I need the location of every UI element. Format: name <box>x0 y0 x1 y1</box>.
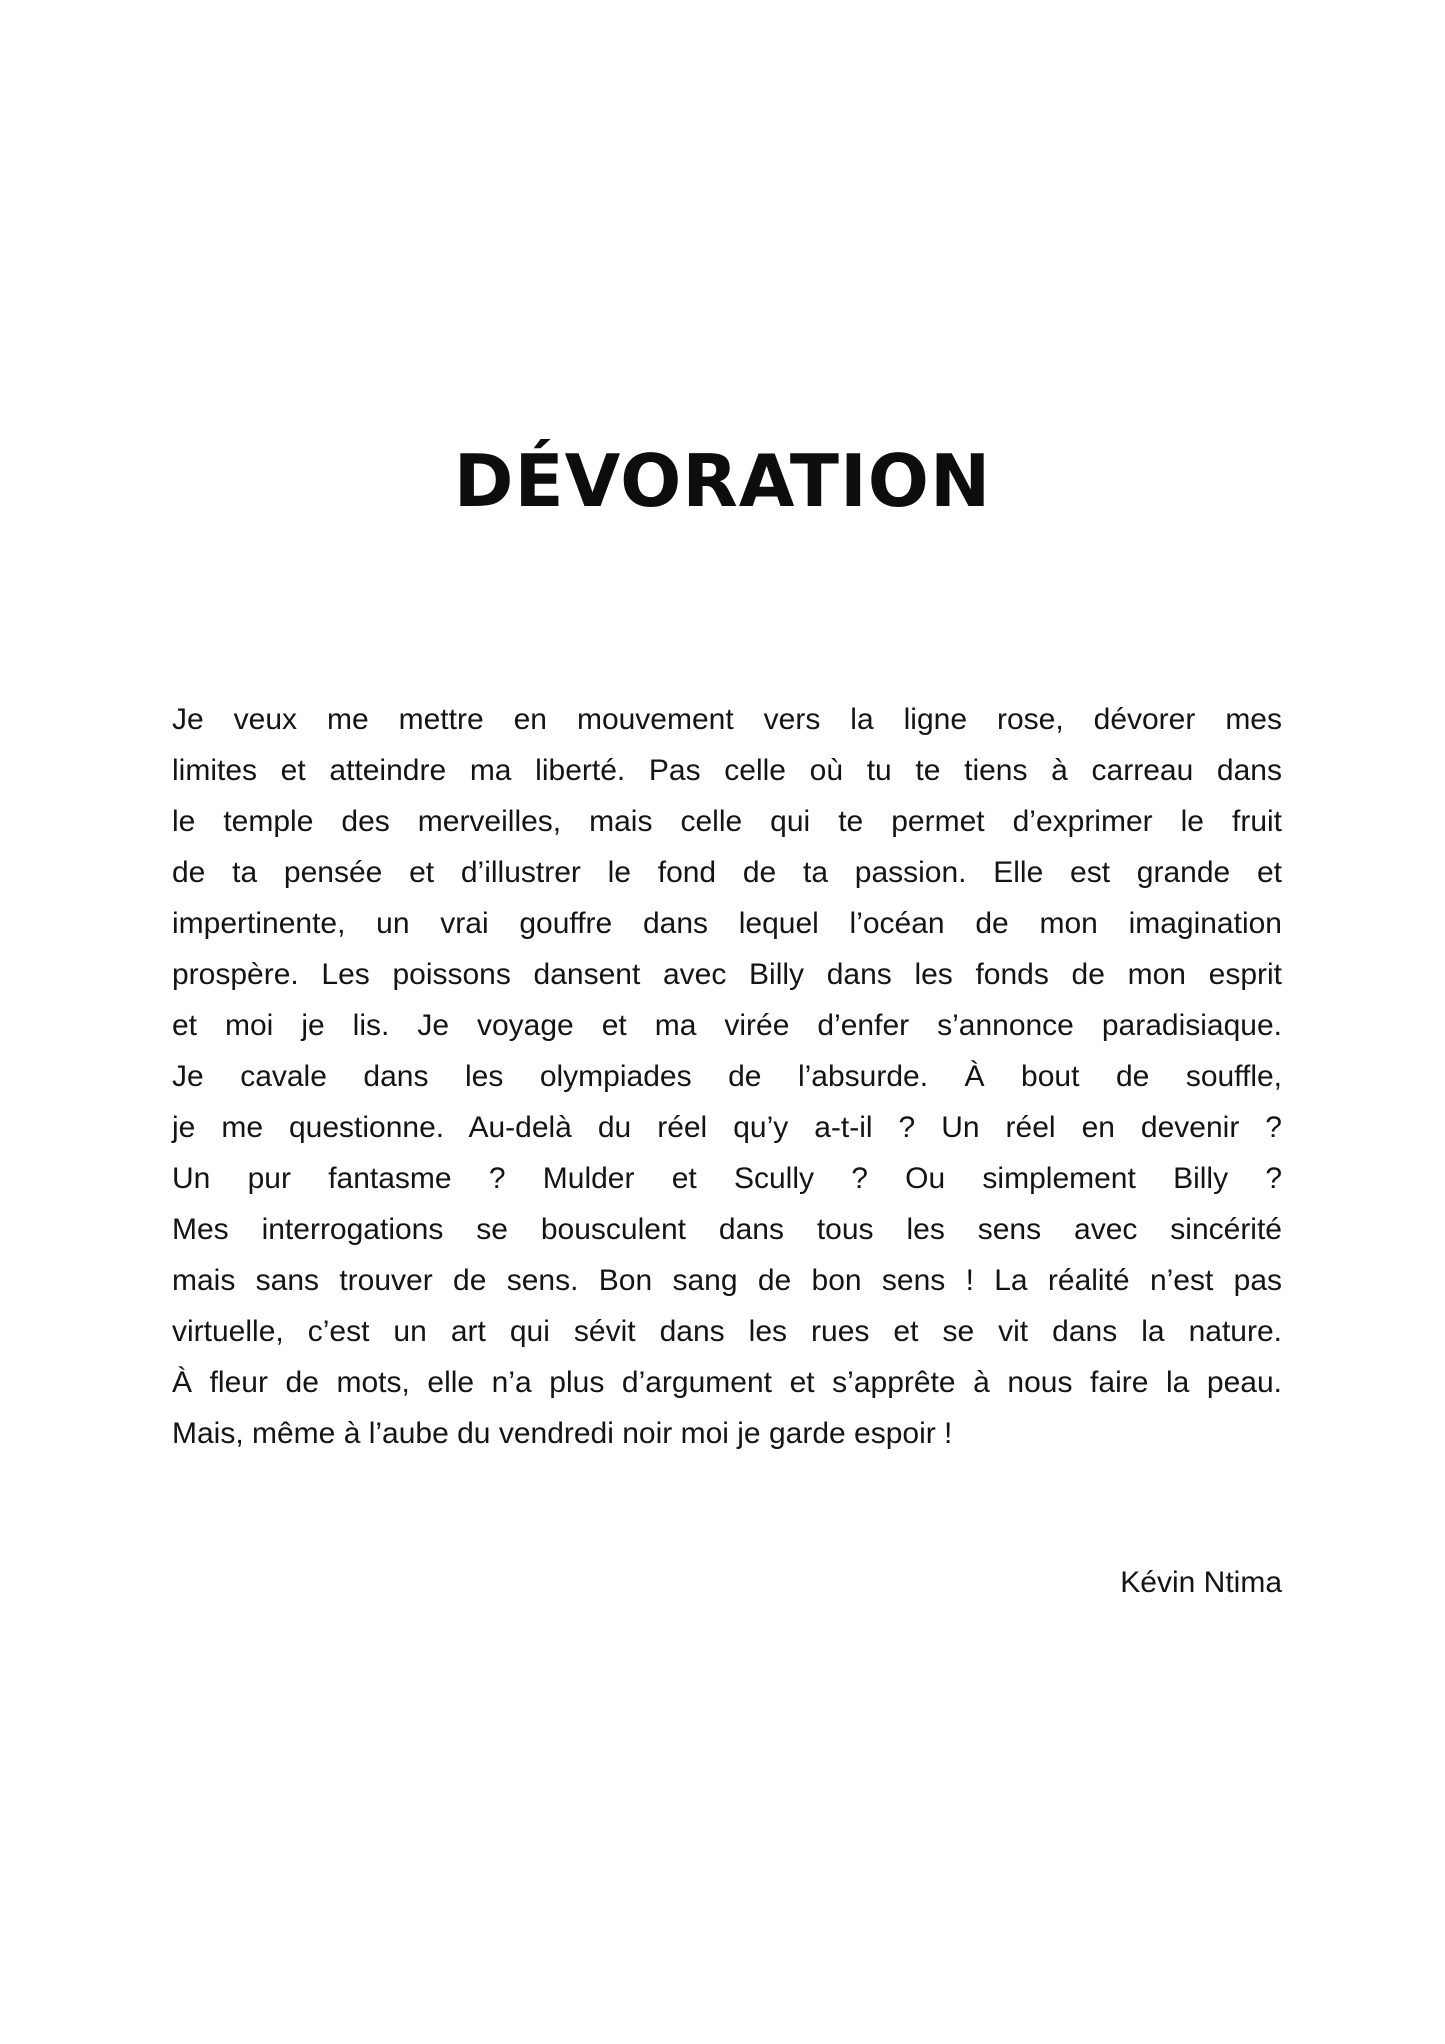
author-signature: Kévin Ntima <box>1120 1566 1282 1599</box>
page-title: DÉVORATION <box>453 439 992 523</box>
body-line: limites et atteindre ma liberté. Pas celle où tu te tiens à carreau dans <box>172 754 1282 787</box>
body-line: mais sans trouver de sens. Bon sang de bon sens ! La réalité n’est pas <box>172 1264 1282 1297</box>
body-paragraph <box>172 694 1282 1459</box>
body-line: de ta pensée et d’illustrer le fond de ta passion. Elle est grande et <box>172 856 1282 889</box>
body-line: virtuelle, c’est un art qui sévit dans les rues et se vit dans la nature. <box>172 1315 1282 1348</box>
body-line: je me questionne. Au-delà du réel qu’y a-t-il ? Un réel en devenir ? <box>172 1111 1282 1144</box>
body-line: Je cavale dans les olympiades de l’absurde. À bout de souffle, <box>172 1060 1282 1093</box>
body-line: Mais, même à l’aube du vendredi noir moi je garde espoir ! <box>172 1417 953 1450</box>
body-line: impertinente, un vrai gouffre dans lequel l’océan de mon imagination <box>172 907 1282 940</box>
body-line: prospère. Les poissons dansent avec Billy dans les fonds de mon esprit <box>172 958 1282 991</box>
body-line: Je veux me mettre en mouvement vers la ligne rose, dévorer mes <box>172 703 1282 736</box>
body-line: et moi je lis. Je voyage et ma virée d’enfer s’annonce paradisiaque. <box>172 1009 1282 1042</box>
body-line: Mes interrogations se bousculent dans tous les sens avec sincérité <box>172 1213 1282 1246</box>
body-line: le temple des merveilles, mais celle qui te permet d’exprimer le fruit <box>172 805 1282 838</box>
body-line: À fleur de mots, elle n’a plus d’argument et s’apprête à nous faire la peau. <box>172 1366 1282 1399</box>
body-line: Un pur fantasme ? Mulder et Scully ? Ou simplement Billy ? <box>172 1162 1282 1195</box>
